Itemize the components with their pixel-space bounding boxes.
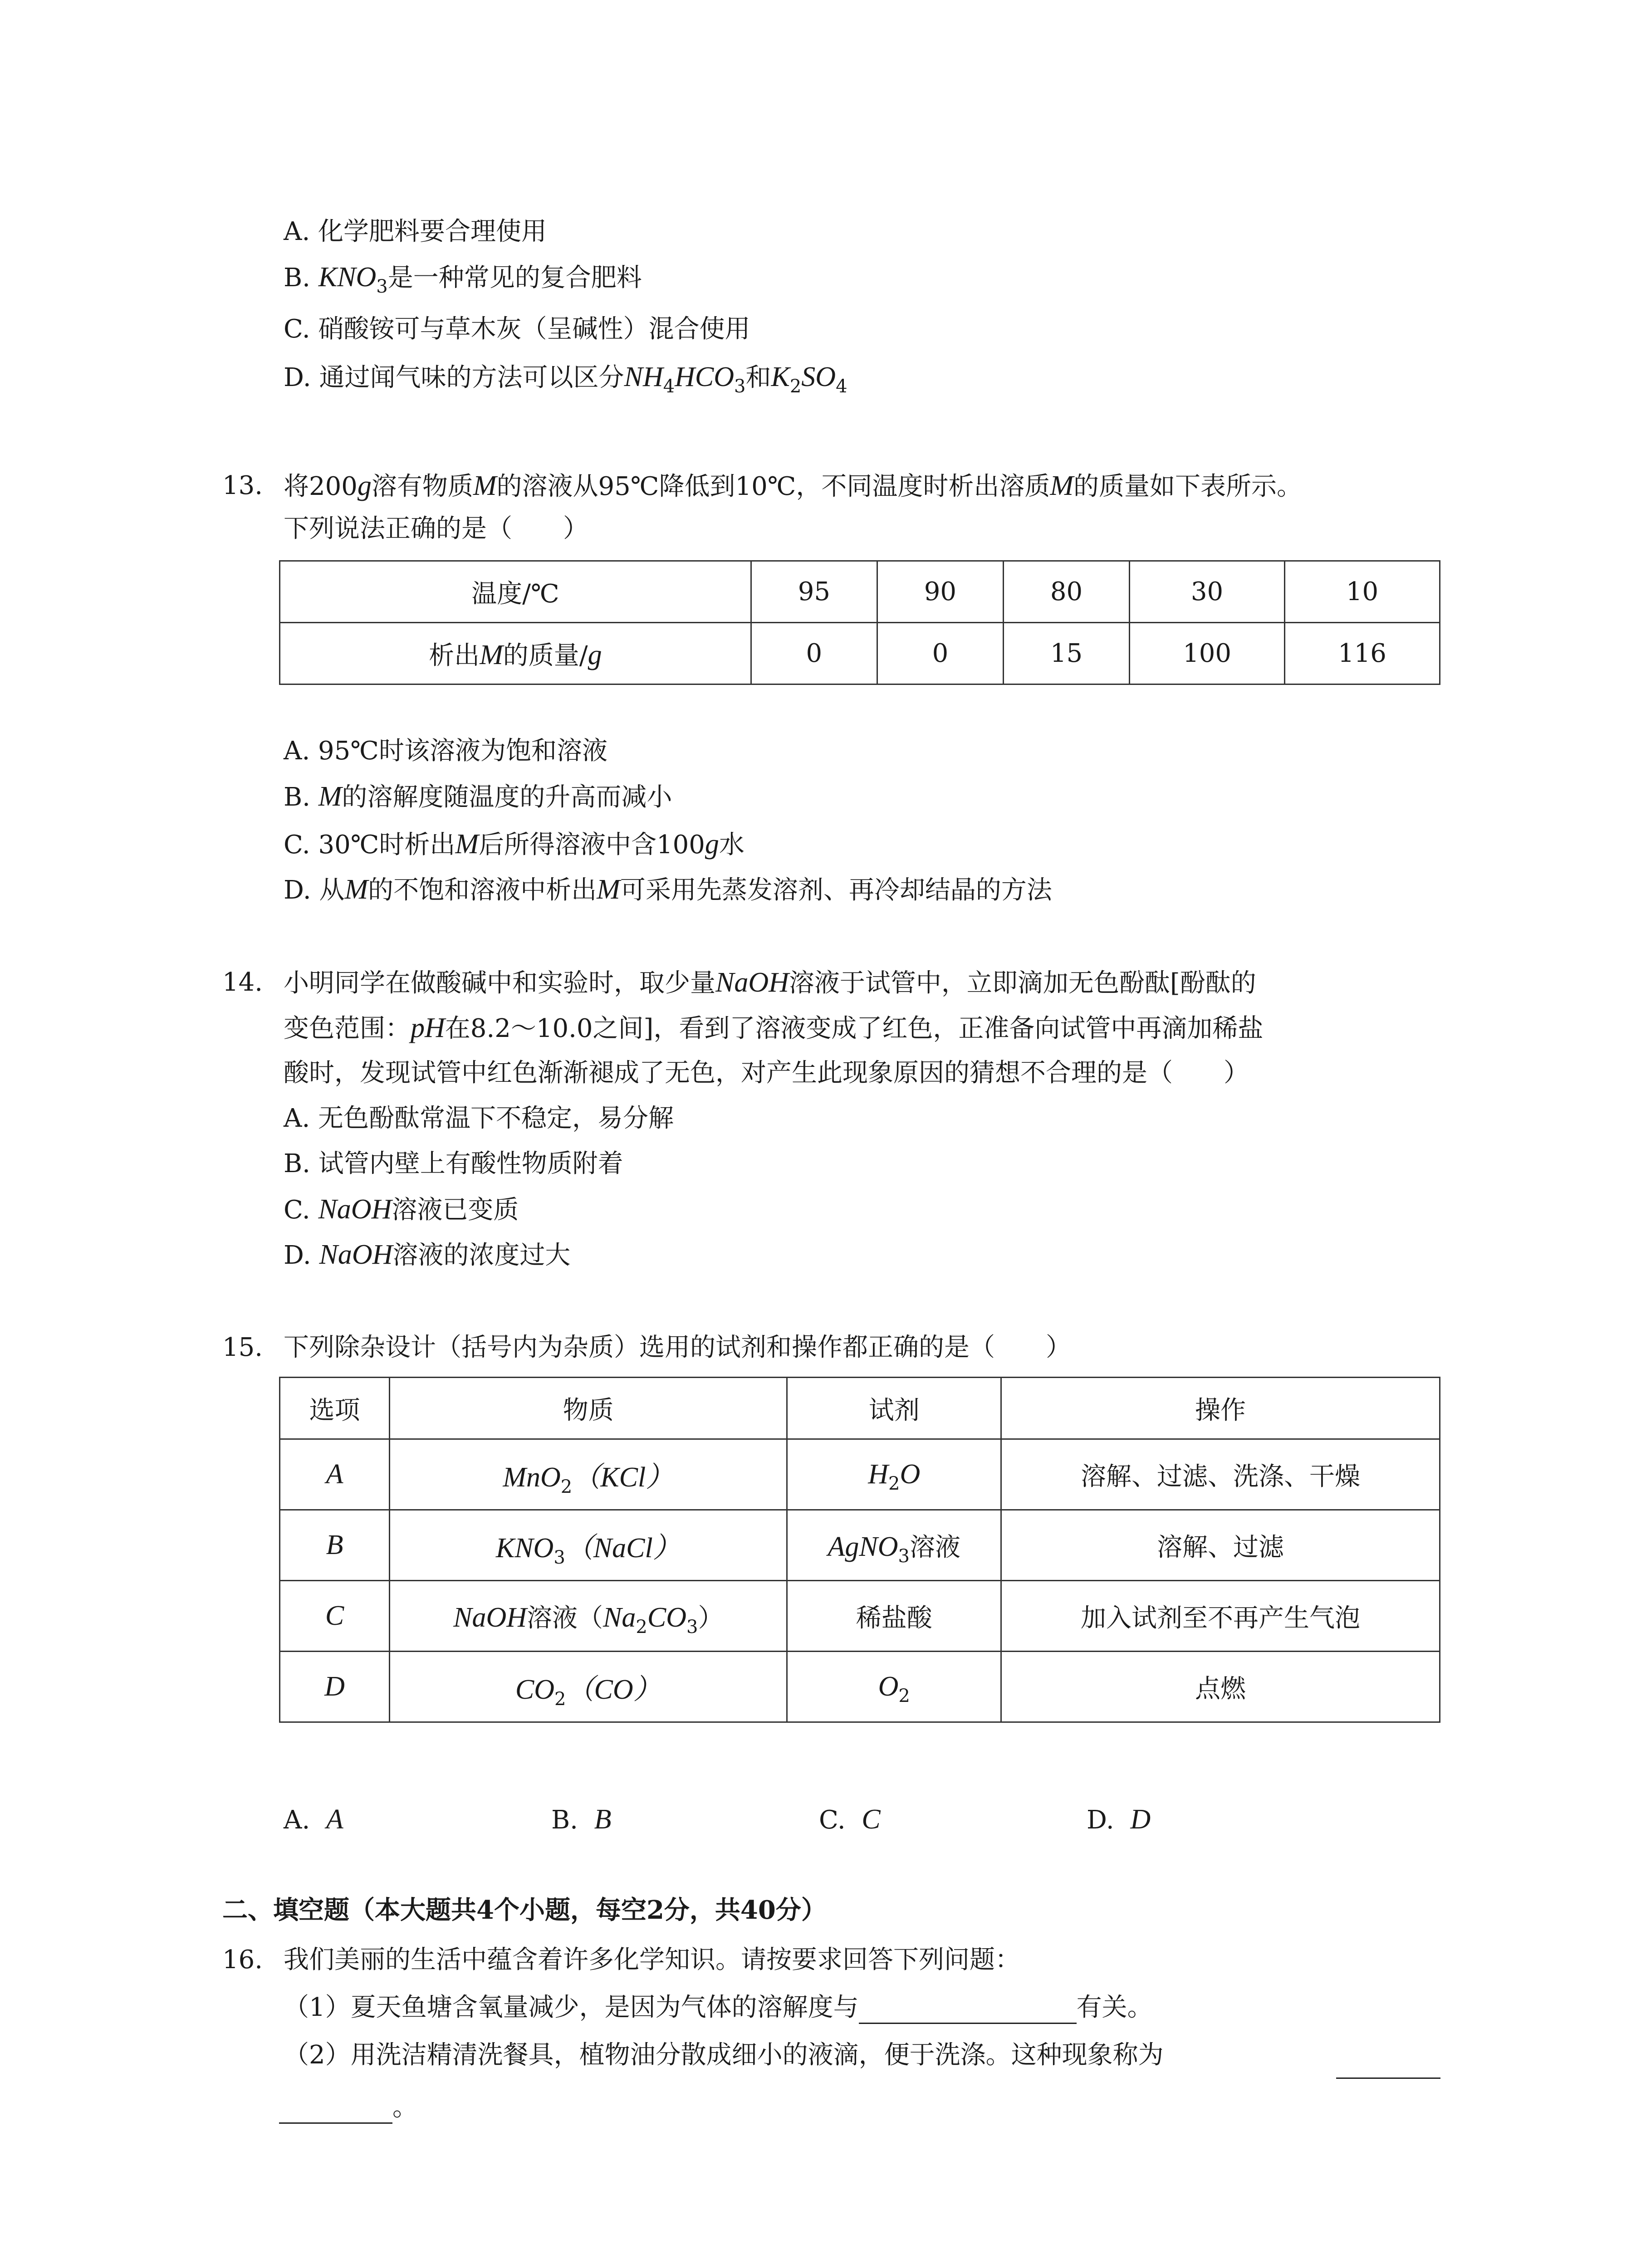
- table-cell: 90: [877, 561, 1003, 623]
- q15-number: 15.: [222, 1333, 263, 1362]
- table-cell: $H_2O$: [787, 1439, 1001, 1510]
- table-cell: 稀盐酸: [787, 1581, 1001, 1652]
- q12-option-d: D. 通过闻气味的方法可以区分$NH_4HCO_3$和$K_2SO_4$: [284, 362, 847, 397]
- table-cell: 溶解、过滤、洗涤、干燥: [1001, 1439, 1440, 1510]
- q12-option-a: A. 化学肥料要合理使用: [284, 217, 547, 246]
- q13-number: 13.: [222, 471, 263, 500]
- table-header: 试剂: [787, 1378, 1001, 1439]
- table-cell: B: [280, 1510, 390, 1581]
- q14-number: 14.: [222, 968, 263, 997]
- q12-option-b: B. $KNO_3$是一种常见的复合肥料: [284, 262, 642, 297]
- table-header: 选项: [280, 1378, 390, 1439]
- q14-option-c: C. NaOH溶液已变质: [284, 1194, 519, 1225]
- q14-option-b: B. 试管内壁上有酸性物质附着: [284, 1149, 623, 1178]
- q13-stem-line1: 将200g溶有物质M的溶液从95℃降低到10℃，不同温度时析出溶质M的质量如下表所示。: [284, 470, 1303, 501]
- table-row: [280, 1510, 1440, 1581]
- q13-option-a: A. 95℃时该溶液为饱和溶液: [284, 736, 607, 766]
- q14-stem-line2: 变色范围：pH在8.2～10.0之间]，看到了溶液变成了红色，正准备向试管中再滴加稀盐: [284, 1012, 1264, 1043]
- table-cell: 80: [1003, 561, 1129, 623]
- table-cell: 15: [1003, 623, 1129, 684]
- table-cell: C: [280, 1581, 390, 1652]
- table-cell: 0: [877, 623, 1003, 684]
- table-cell: 30: [1130, 561, 1285, 623]
- table-cell: D: [280, 1652, 390, 1722]
- q15-option-c: C. C: [819, 1804, 881, 1835]
- q13-table: [279, 560, 1440, 685]
- table-cell: 溶解、过滤: [1001, 1510, 1440, 1581]
- q14-option-a: A. 无色酚酞常温下不稳定，易分解: [284, 1104, 674, 1133]
- table-row: [280, 1439, 1440, 1510]
- q15-stem: 下列除杂设计（括号内为杂质）选用的试剂和操作都正确的是（ ）: [284, 1333, 1071, 1362]
- table-row: [280, 1652, 1440, 1722]
- answer-blank[interactable]: [1336, 2050, 1440, 2079]
- table-cell: 温度/℃: [280, 561, 751, 623]
- q14-stem-line1: 小明同学在做酸碱中和实验时，取少量NaOH溶液于试管中，立即滴加无色酚酞[酚酞的: [284, 967, 1256, 998]
- table-cell: 加入试剂至不再产生气泡: [1001, 1581, 1440, 1652]
- q16-part2-continue: 。: [279, 2091, 418, 2124]
- table-cell: MnO$_2$（KCl）: [390, 1439, 787, 1510]
- answer-blank[interactable]: [859, 1995, 1077, 2024]
- answer-blank[interactable]: [279, 2095, 392, 2124]
- q13-option-b: B. M的溶解度随温度的升高而减小: [284, 781, 672, 812]
- q14-stem-line3: 酸时，发现试管中红色渐渐褪成了无色，对产生此现象原因的猜想不合理的是（ ）: [284, 1058, 1249, 1088]
- q12-option-c: C. 硝酸铵可与草木灰（呈碱性）混合使用: [284, 314, 750, 344]
- section-title: 二、填空题（本大题共4个小题，每空2分，共40分）: [222, 1895, 827, 1925]
- table-cell: $CO_2(CO)$: [390, 1652, 787, 1722]
- table-cell: AgNO$_3$溶液: [787, 1510, 1001, 1581]
- table-cell: 0: [751, 623, 877, 684]
- table-cell: 析出M的质量/g: [280, 623, 751, 684]
- table-cell: 95: [751, 561, 877, 623]
- q14-option-d: D. NaOH溶液的浓度过大: [284, 1239, 571, 1270]
- table-row: [280, 1581, 1440, 1652]
- q16-part1: （1）夏天鱼塘含氧量减少，是因为气体的溶解度与 有关。: [284, 1991, 1153, 2024]
- table-header: 操作: [1001, 1378, 1440, 1439]
- table-cell: NaOH溶液$(Na_2CO_3)$: [390, 1581, 787, 1652]
- q16-part2: （2）用洗洁精清洗餐具，植物油分散成细小的液滴，便于洗涤。这种现象称为: [284, 2040, 1164, 2070]
- table-cell: $KNO_3(NaCl)$: [390, 1510, 787, 1581]
- table-cell: 100: [1130, 623, 1285, 684]
- q16-stem: 我们美丽的生活中蕴含着许多化学知识。请按要求回答下列问题：: [284, 1945, 1020, 1975]
- table-cell: A: [280, 1439, 390, 1510]
- q13-option-d: D. 从M的不饱和溶液中析出M可采用先蒸发溶剂、再冷却结晶的方法: [284, 874, 1052, 905]
- q15-table: [279, 1377, 1440, 1723]
- q15-option-d: D. D: [1087, 1804, 1151, 1835]
- q16-number: 16.: [222, 1945, 263, 1975]
- q13-stem-line2: 下列说法正确的是（ ）: [284, 514, 588, 543]
- q15-option-b: B. B: [551, 1804, 612, 1835]
- table-cell: 10: [1285, 561, 1440, 623]
- q15-option-a: A. A: [284, 1804, 343, 1835]
- table-cell: 点燃: [1001, 1652, 1440, 1722]
- table-header: 物质: [390, 1378, 787, 1439]
- table-cell: $O_2$: [787, 1652, 1001, 1722]
- table-cell: 116: [1285, 623, 1440, 684]
- q13-option-c: C. 30℃时析出M后所得溶液中含100g水: [284, 829, 745, 860]
